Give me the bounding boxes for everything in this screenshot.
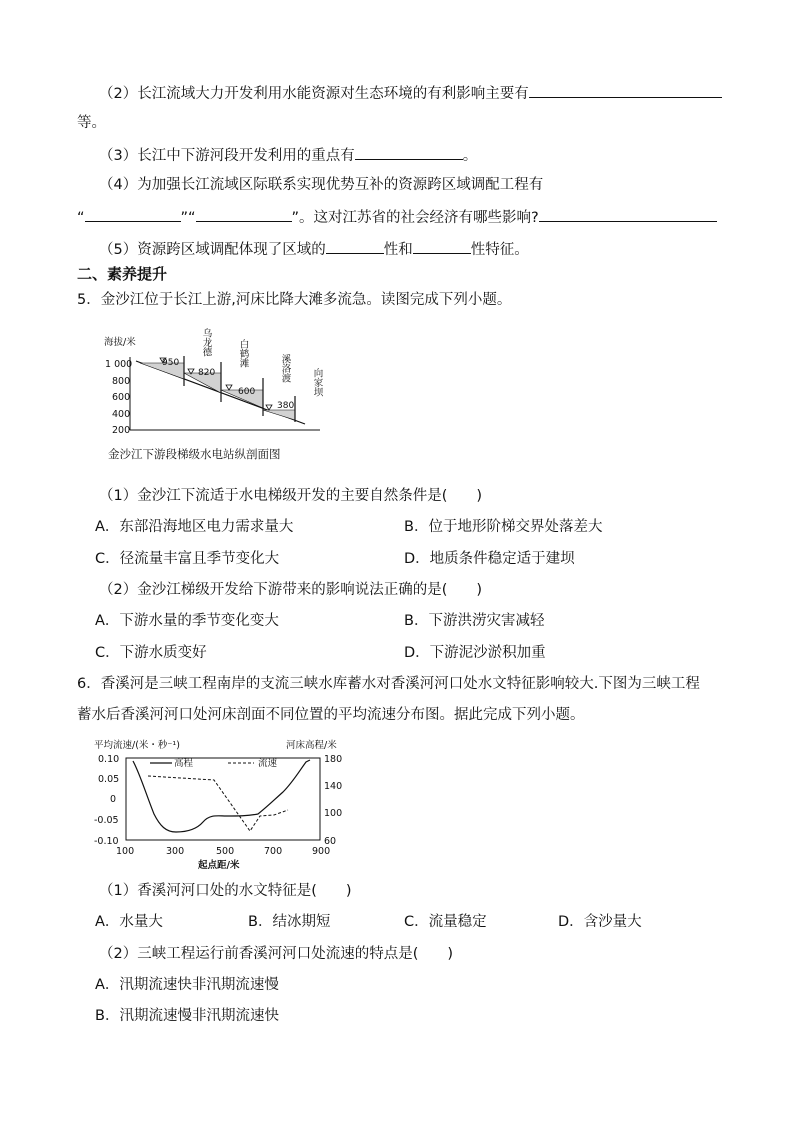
legend-speed-label: 流速: [258, 758, 278, 769]
profile-ytick: 800: [112, 376, 131, 387]
q4-part2-tail: 等。: [77, 115, 106, 131]
ytick-left: -0.10: [94, 836, 119, 847]
station-name: 乌龙德: [183, 328, 212, 339]
q6-2-stem: （2）三峡工程运行前香溪河河口处流速的特点是( ): [99, 946, 454, 962]
xtick: 100: [116, 846, 135, 857]
water-level-icon: [226, 385, 232, 390]
ytick-left: 0: [110, 794, 117, 805]
q4-part2-answer-blank[interactable]: [529, 82, 722, 98]
open-quote: “: [77, 210, 85, 226]
profile-ytick: 1 000: [105, 359, 133, 370]
xtick: 300: [166, 846, 185, 857]
q5-1-stem: （1）金沙江下流适于水电梯级开发的主要自然条件是( ): [99, 488, 483, 504]
profile-caption: 金沙江下游段梯级水电站纵剖面图: [108, 447, 281, 461]
option-b[interactable]: B．位于地形阶梯交界处落差大: [404, 519, 603, 535]
q4-part3-answer-blank[interactable]: [355, 144, 463, 160]
level-label: 820: [198, 368, 216, 378]
ytick-left: 0.05: [98, 774, 120, 785]
option-b[interactable]: B．下游洪涝灾害减轻: [404, 613, 545, 629]
q5-stem: 5．金沙江位于长江上游,河床比降大滩多流急。读图完成下列小题。: [77, 292, 512, 308]
level-label: 950: [162, 358, 180, 368]
chart-ylabel-right: 河床高程/米: [286, 740, 337, 751]
q6-1-stem: （1）香溪河河口处的水文特征是( ): [99, 883, 352, 899]
option-c[interactable]: C．径流量丰富且季节变化大: [95, 551, 280, 567]
q4-part4-line2: [77, 206, 717, 228]
profile-ytick: 400: [112, 409, 131, 420]
xiangxi-flow-chart: [88, 734, 350, 876]
ytick-left: -0.05: [94, 815, 119, 826]
profile-ylabel: 海拔/米: [104, 337, 136, 348]
q4-part4-blank-1[interactable]: [85, 206, 181, 222]
option-c[interactable]: C．下游水质变好: [95, 645, 207, 661]
option-b[interactable]: B．结冰期短: [248, 914, 331, 930]
option-a[interactable]: A．水量大: [95, 914, 163, 930]
station-name: 溪洛渡: [262, 354, 291, 365]
reservoir-4: [263, 410, 295, 420]
mid-quote: ”“: [180, 210, 196, 226]
profile-ytick: 600: [112, 392, 131, 403]
station-name: 白鹤滩: [220, 339, 249, 350]
option-b[interactable]: B．汛期流速慢非汛期流速快: [95, 1008, 279, 1024]
jinsha-profile-figure: [100, 322, 330, 467]
chart-ylabel-left: 平均流速/(米・秒⁻¹): [94, 740, 180, 751]
q4-part5-blank-1[interactable]: [326, 238, 384, 254]
level-label: 600: [238, 387, 256, 397]
section-title: 二、素养提升: [77, 265, 168, 283]
ytick-right: 100: [324, 808, 343, 819]
station-label: [294, 367, 323, 397]
speed-series: [148, 776, 288, 831]
q5-2-stem: （2）金沙江梯级开发给下游带来的影响说法正确的是( ): [99, 582, 483, 598]
station-label: [262, 353, 291, 383]
ytick-left: 0.10: [98, 754, 120, 765]
q4-part5-text: （5）资源跨区域调配体现了区域的: [99, 242, 326, 258]
q6-stem-line2: 蓄水后香溪河河口处河床剖面不同位置的平均流速分布图。据此完成下列小题。: [77, 707, 585, 723]
q4-part5-mid: 性和: [383, 242, 413, 258]
option-c[interactable]: C．流量稳定: [404, 914, 487, 930]
option-a[interactable]: A．下游水量的季节变化变大: [95, 613, 279, 629]
option-d[interactable]: D．含沙量大: [558, 914, 642, 930]
legend-elevation-label: 高程: [174, 758, 194, 769]
q4-part3-tail: 。: [462, 148, 478, 164]
xtick: 700: [264, 846, 283, 857]
option-d[interactable]: D．地质条件稳定适于建坝: [404, 551, 575, 567]
elevation-series: [133, 760, 310, 832]
q4-part4-text: （4）为加强长江流域区际联系实现优势互补的资源跨区域调配工程有: [99, 177, 544, 193]
q4-part4-question: ”。这对江苏省的社会经济有哪些影响?: [291, 210, 539, 226]
chart-frame: [126, 758, 320, 840]
profile-ytick: 200: [112, 425, 131, 436]
q4-part4-blank-2[interactable]: [196, 206, 292, 222]
level-label: 380: [277, 401, 295, 411]
xtick: 900: [312, 846, 331, 857]
q4-part3-line: [99, 144, 477, 166]
q6-stem-line1: 6．香溪河是三峡工程南岸的支流三峡水库蓄水对香溪河河口处水文特征影响较大.下图为三峡工程: [77, 676, 700, 692]
q4-part2-text: （2）长江流域大力开发利用水能资源对生态环境的有利影响主要有: [99, 86, 529, 102]
q4-part5-tail: 性特征。: [470, 242, 529, 258]
q4-part4-blank-3[interactable]: [539, 206, 717, 222]
xtick: 500: [216, 846, 235, 857]
option-d[interactable]: D．下游泥沙淤积加重: [404, 645, 546, 661]
option-a[interactable]: A．东部沿海地区电力需求量大: [95, 519, 294, 535]
ytick-right: 140: [324, 781, 343, 792]
q4-part2-line: [99, 82, 722, 104]
ytick-right: 180: [324, 754, 343, 765]
q4-part5-blank-2[interactable]: [413, 238, 471, 254]
q4-part5-line: [99, 238, 529, 260]
q4-part3-text: （3）长江中下游河段开发利用的重点有: [99, 148, 355, 164]
station-label: [183, 327, 212, 357]
station-name: 向家坝: [294, 368, 323, 379]
option-a[interactable]: A．汛期流速快非汛期流速慢: [95, 977, 279, 993]
chart-xlabel: 起点距/米: [198, 860, 240, 871]
station-label: [220, 338, 249, 368]
ytick-right: 60: [324, 836, 337, 847]
